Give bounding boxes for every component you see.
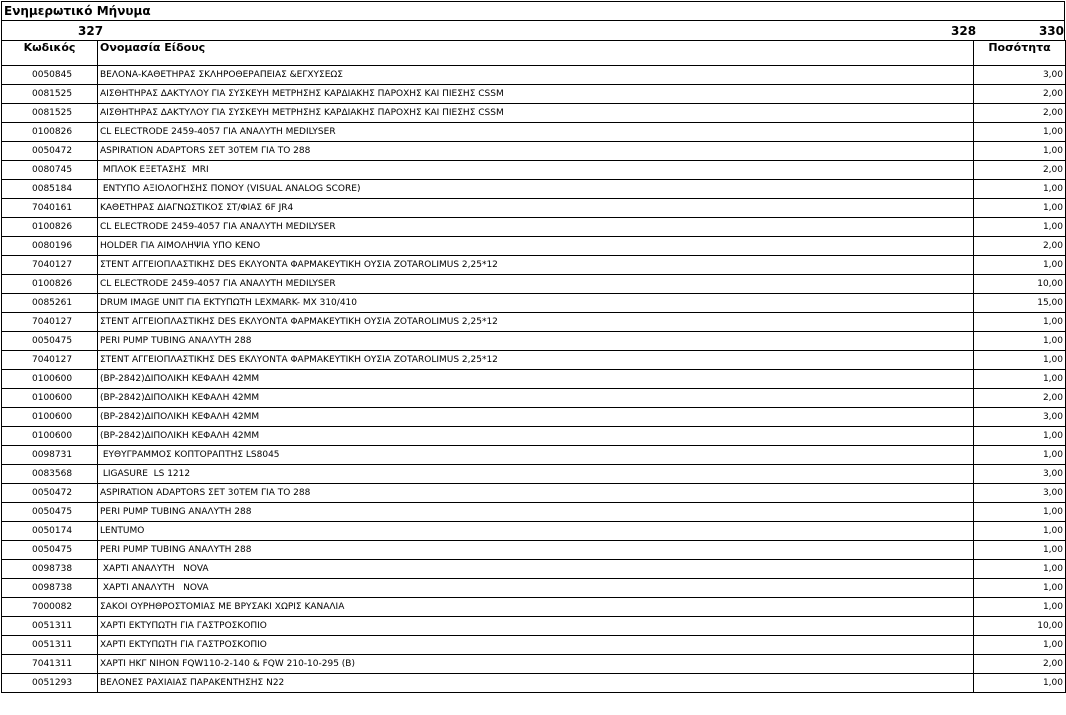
cell-qty: 2,00 bbox=[974, 389, 1066, 408]
table-row bbox=[2, 180, 1066, 199]
table-header-row bbox=[2, 41, 1066, 66]
items-table bbox=[1, 40, 1066, 693]
cell-qty: 10,00 bbox=[974, 617, 1066, 636]
cell-qty: 1,00 bbox=[974, 522, 1066, 541]
cell-name: ΧΑΡΤΙ ΑΝΑΛΥΤΗ NOVA bbox=[98, 560, 974, 579]
report-title: Ενημερωτικό Μήνυμα bbox=[1, 1, 1065, 20]
cell-qty: 1,00 bbox=[974, 503, 1066, 522]
cell-code: 7041311 bbox=[2, 655, 98, 674]
cell-qty: 1,00 bbox=[974, 351, 1066, 370]
table-row bbox=[2, 275, 1066, 294]
cell-code: 0100600 bbox=[2, 389, 98, 408]
table-row bbox=[2, 465, 1066, 484]
table-row bbox=[2, 579, 1066, 598]
cell-name: CL ELECTRODE 2459-4057 ΓΙΑ ΑΝΑΛΥΤΗ MEDILYSER bbox=[98, 218, 974, 237]
cell-name: ΑΙΣΘΗΤΗΡΑΣ ΔΑΚΤΥΛΟΥ ΓΙΑ ΣΥΣΚΕΥΗ ΜΕΤΡΗΣΗΣ ΚΑΡΔΙΑΚΗΣ ΠΑΡΟΧΗΣ ΚΑΙ ΠΙΕΣΗΣ CSSM bbox=[98, 104, 974, 123]
cell-name: ΣΤΕΝΤ ΑΓΓΕΙΟΠΛΑΣΤΙΚΗΣ DES ΕΚΛΥΟΝΤΑ ΦΑΡΜΑΚΕΥΤΙΚΗ ΟΥΣΙΑ ZOTAROLIMUS 2,25*12 bbox=[98, 351, 974, 370]
cell-name: ΒΕΛΟΝΑ-ΚΑΘΕΤΗΡΑΣ ΣΚΛΗΡΟΘΕΡΑΠΕΙΑΣ &ΕΓΧΥΣΕΩΣ bbox=[98, 66, 974, 85]
table-row bbox=[2, 636, 1066, 655]
cell-code: 0081525 bbox=[2, 85, 98, 104]
cell-qty: 1,00 bbox=[974, 123, 1066, 142]
cell-name: ΧΑΡΤΙ ΕΚΤΥΠΩΤΗ ΓΙΑ ΓΑΣΤΡΟΣΚΟΠΙΟ bbox=[98, 617, 974, 636]
header-name: Ονομασία Είδους bbox=[98, 41, 974, 66]
cell-qty: 1,00 bbox=[974, 332, 1066, 351]
table-row bbox=[2, 617, 1066, 636]
cell-name: LENTUMO bbox=[98, 522, 974, 541]
cell-code: 0080745 bbox=[2, 161, 98, 180]
cell-code: 0081525 bbox=[2, 104, 98, 123]
cell-code: 0100826 bbox=[2, 218, 98, 237]
report-number-row bbox=[1, 20, 1065, 40]
cell-name: ΒΕΛΟΝΕΣ ΡΑΧΙΑΙΑΣ ΠΑΡΑΚΕΝΤΗΣΗΣ N22 bbox=[98, 674, 974, 693]
table-row bbox=[2, 674, 1066, 693]
cell-name: LIGASURE LS 1212 bbox=[98, 465, 974, 484]
cell-qty: 1,00 bbox=[974, 579, 1066, 598]
table-row bbox=[2, 484, 1066, 503]
cell-qty: 15,00 bbox=[974, 294, 1066, 313]
table-row bbox=[2, 294, 1066, 313]
table-row bbox=[2, 351, 1066, 370]
cell-name: ASPIRATION ADAPTORS ΣΕΤ 30ΤΕΜ ΓΙΑ ΤΟ 288 bbox=[98, 142, 974, 161]
header-code: Κωδικός bbox=[2, 41, 98, 66]
cell-qty: 2,00 bbox=[974, 655, 1066, 674]
cell-code: 0050475 bbox=[2, 541, 98, 560]
cell-name: ΧΑΡΤΙ ΗΚΓ NIHON FQW110-2-140 & FQW 210-10-295 (B) bbox=[98, 655, 974, 674]
cell-qty: 1,00 bbox=[974, 427, 1066, 446]
cell-qty: 2,00 bbox=[974, 85, 1066, 104]
table-row bbox=[2, 389, 1066, 408]
cell-name: (BP-2842)ΔΙΠΟΛΙΚΗ ΚΕΦΑΛΗ 42MM bbox=[98, 427, 974, 446]
cell-code: 7040127 bbox=[2, 351, 98, 370]
cell-code: 0098731 bbox=[2, 446, 98, 465]
cell-code: 0098738 bbox=[2, 579, 98, 598]
cell-qty: 1,00 bbox=[974, 370, 1066, 389]
cell-code: 0098738 bbox=[2, 560, 98, 579]
cell-qty: 1,00 bbox=[974, 636, 1066, 655]
cell-qty: 1,00 bbox=[974, 142, 1066, 161]
cell-code: 0051293 bbox=[2, 674, 98, 693]
report bbox=[1, 1, 1065, 693]
cell-code: 0100600 bbox=[2, 370, 98, 389]
table-row bbox=[2, 427, 1066, 446]
report-number-1: 327 bbox=[78, 24, 104, 38]
cell-name: ΧΑΡΤΙ ΕΚΤΥΠΩΤΗ ΓΙΑ ΓΑΣΤΡΟΣΚΟΠΙΟ bbox=[98, 636, 974, 655]
cell-qty: 3,00 bbox=[974, 465, 1066, 484]
cell-qty: 1,00 bbox=[974, 541, 1066, 560]
cell-name: ΕΥΘΥΓΡΑΜΜΟΣ ΚΟΠΤΟΡΑΠΤΗΣ LS8045 bbox=[98, 446, 974, 465]
cell-code: 7040127 bbox=[2, 313, 98, 332]
table-row bbox=[2, 142, 1066, 161]
cell-name: ΣΤΕΝΤ ΑΓΓΕΙΟΠΛΑΣΤΙΚΗΣ DES ΕΚΛΥΟΝΤΑ ΦΑΡΜΑΚΕΥΤΙΚΗ ΟΥΣΙΑ ZOTAROLIMUS 2,25*12 bbox=[98, 256, 974, 275]
table-row bbox=[2, 237, 1066, 256]
cell-qty: 3,00 bbox=[974, 66, 1066, 85]
table-row bbox=[2, 446, 1066, 465]
cell-name: (BP-2842)ΔΙΠΟΛΙΚΗ ΚΕΦΑΛΗ 42MM bbox=[98, 389, 974, 408]
cell-qty: 3,00 bbox=[974, 408, 1066, 427]
cell-code: 0050174 bbox=[2, 522, 98, 541]
table-row bbox=[2, 370, 1066, 389]
cell-name: DRUM IMAGE UNIT ΓΙΑ ΕΚΤΥΠΩΤΗ LEXMARK- MX 310/410 bbox=[98, 294, 974, 313]
cell-name: PERI PUMP TUBING ΑΝΑΛΥΤΗ 288 bbox=[98, 503, 974, 522]
cell-code: 0080196 bbox=[2, 237, 98, 256]
cell-qty: 1,00 bbox=[974, 199, 1066, 218]
report-number-3: 330 bbox=[1038, 24, 1064, 38]
table-row bbox=[2, 313, 1066, 332]
cell-name: ΕΝΤΥΠΟ ΑΞΙΟΛΟΓΗΣΗΣ ΠΟΝΟΥ (VISUAL ANALOG SCORE) bbox=[98, 180, 974, 199]
cell-code: 0050475 bbox=[2, 332, 98, 351]
cell-name: PERI PUMP TUBING ΑΝΑΛΥΤΗ 288 bbox=[98, 541, 974, 560]
table-row bbox=[2, 598, 1066, 617]
cell-code: 0100600 bbox=[2, 427, 98, 446]
table-row bbox=[2, 408, 1066, 427]
cell-code: 7040127 bbox=[2, 256, 98, 275]
table-row bbox=[2, 85, 1066, 104]
cell-name: HOLDER ΓΙΑ ΑΙΜΟΛΗΨΙΑ ΥΠΟ ΚΕΝΟ bbox=[98, 237, 974, 256]
table-row bbox=[2, 503, 1066, 522]
table-row bbox=[2, 560, 1066, 579]
cell-qty: 1,00 bbox=[974, 256, 1066, 275]
cell-name: CL ELECTRODE 2459-4057 ΓΙΑ ΑΝΑΛΥΤΗ MEDILYSER bbox=[98, 275, 974, 294]
table-row bbox=[2, 332, 1066, 351]
cell-qty: 1,00 bbox=[974, 598, 1066, 617]
cell-qty: 2,00 bbox=[974, 237, 1066, 256]
cell-code: 0051311 bbox=[2, 617, 98, 636]
cell-qty: 1,00 bbox=[974, 180, 1066, 199]
cell-name: (BP-2842)ΔΙΠΟΛΙΚΗ ΚΕΦΑΛΗ 42MM bbox=[98, 370, 974, 389]
cell-code: 0100826 bbox=[2, 123, 98, 142]
cell-qty: 1,00 bbox=[974, 218, 1066, 237]
report-number-2: 328 bbox=[951, 24, 977, 38]
cell-qty: 1,00 bbox=[974, 674, 1066, 693]
cell-qty: 1,00 bbox=[974, 313, 1066, 332]
cell-qty: 1,00 bbox=[974, 560, 1066, 579]
table-row bbox=[2, 541, 1066, 560]
cell-name: ΑΙΣΘΗΤΗΡΑΣ ΔΑΚΤΥΛΟΥ ΓΙΑ ΣΥΣΚΕΥΗ ΜΕΤΡΗΣΗΣ ΚΑΡΔΙΑΚΗΣ ΠΑΡΟΧΗΣ ΚΑΙ ΠΙΕΣΗΣ CSSM bbox=[98, 85, 974, 104]
cell-code: 0083568 bbox=[2, 465, 98, 484]
cell-name: (BP-2842)ΔΙΠΟΛΙΚΗ ΚΕΦΑΛΗ 42MM bbox=[98, 408, 974, 427]
cell-code: 7000082 bbox=[2, 598, 98, 617]
cell-name: CL ELECTRODE 2459-4057 ΓΙΑ ΑΝΑΛΥΤΗ MEDILYSER bbox=[98, 123, 974, 142]
cell-code: 0085184 bbox=[2, 180, 98, 199]
table-row bbox=[2, 123, 1066, 142]
cell-code: 0085261 bbox=[2, 294, 98, 313]
cell-name: ΚΑΘΕΤΗΡΑΣ ΔΙΑΓΝΩΣΤΙΚΟΣ ΣΤ/ΦΙΑΣ 6F JR4 bbox=[98, 199, 974, 218]
table-row bbox=[2, 66, 1066, 85]
cell-name: ASPIRATION ADAPTORS ΣΕΤ 30ΤΕΜ ΓΙΑ ΤΟ 288 bbox=[98, 484, 974, 503]
cell-qty: 10,00 bbox=[974, 275, 1066, 294]
table-row bbox=[2, 161, 1066, 180]
cell-name: PERI PUMP TUBING ΑΝΑΛΥΤΗ 288 bbox=[98, 332, 974, 351]
table-body bbox=[2, 66, 1066, 693]
cell-qty: 2,00 bbox=[974, 104, 1066, 123]
cell-name: ΣΤΕΝΤ ΑΓΓΕΙΟΠΛΑΣΤΙΚΗΣ DES ΕΚΛΥΟΝΤΑ ΦΑΡΜΑΚΕΥΤΙΚΗ ΟΥΣΙΑ ZOTAROLIMUS 2,25*12 bbox=[98, 313, 974, 332]
table-row bbox=[2, 218, 1066, 237]
cell-code: 0100600 bbox=[2, 408, 98, 427]
table-row bbox=[2, 104, 1066, 123]
cell-name: ΧΑΡΤΙ ΑΝΑΛΥΤΗ NOVA bbox=[98, 579, 974, 598]
cell-qty: 1,00 bbox=[974, 446, 1066, 465]
cell-code: 0100826 bbox=[2, 275, 98, 294]
cell-code: 0050845 bbox=[2, 66, 98, 85]
cell-qty: 3,00 bbox=[974, 484, 1066, 503]
cell-code: 0051311 bbox=[2, 636, 98, 655]
header-qty: Ποσότητα bbox=[974, 41, 1066, 66]
cell-code: 7040161 bbox=[2, 199, 98, 218]
cell-code: 0050475 bbox=[2, 503, 98, 522]
table-row bbox=[2, 199, 1066, 218]
cell-code: 0050472 bbox=[2, 484, 98, 503]
cell-qty: 2,00 bbox=[974, 161, 1066, 180]
table-row bbox=[2, 655, 1066, 674]
table-row bbox=[2, 256, 1066, 275]
cell-code: 0050472 bbox=[2, 142, 98, 161]
cell-name: ΜΠΛΟΚ ΕΞΕΤΑΣΗΣ MRI bbox=[98, 161, 974, 180]
cell-name: ΣΑΚΟΙ ΟΥΡΗΘΡΟΣΤΟΜΙΑΣ ΜΕ ΒΡΥΣΑΚΙ ΧΩΡΙΣ ΚΑΝΑΛΙΑ bbox=[98, 598, 974, 617]
table-row bbox=[2, 522, 1066, 541]
